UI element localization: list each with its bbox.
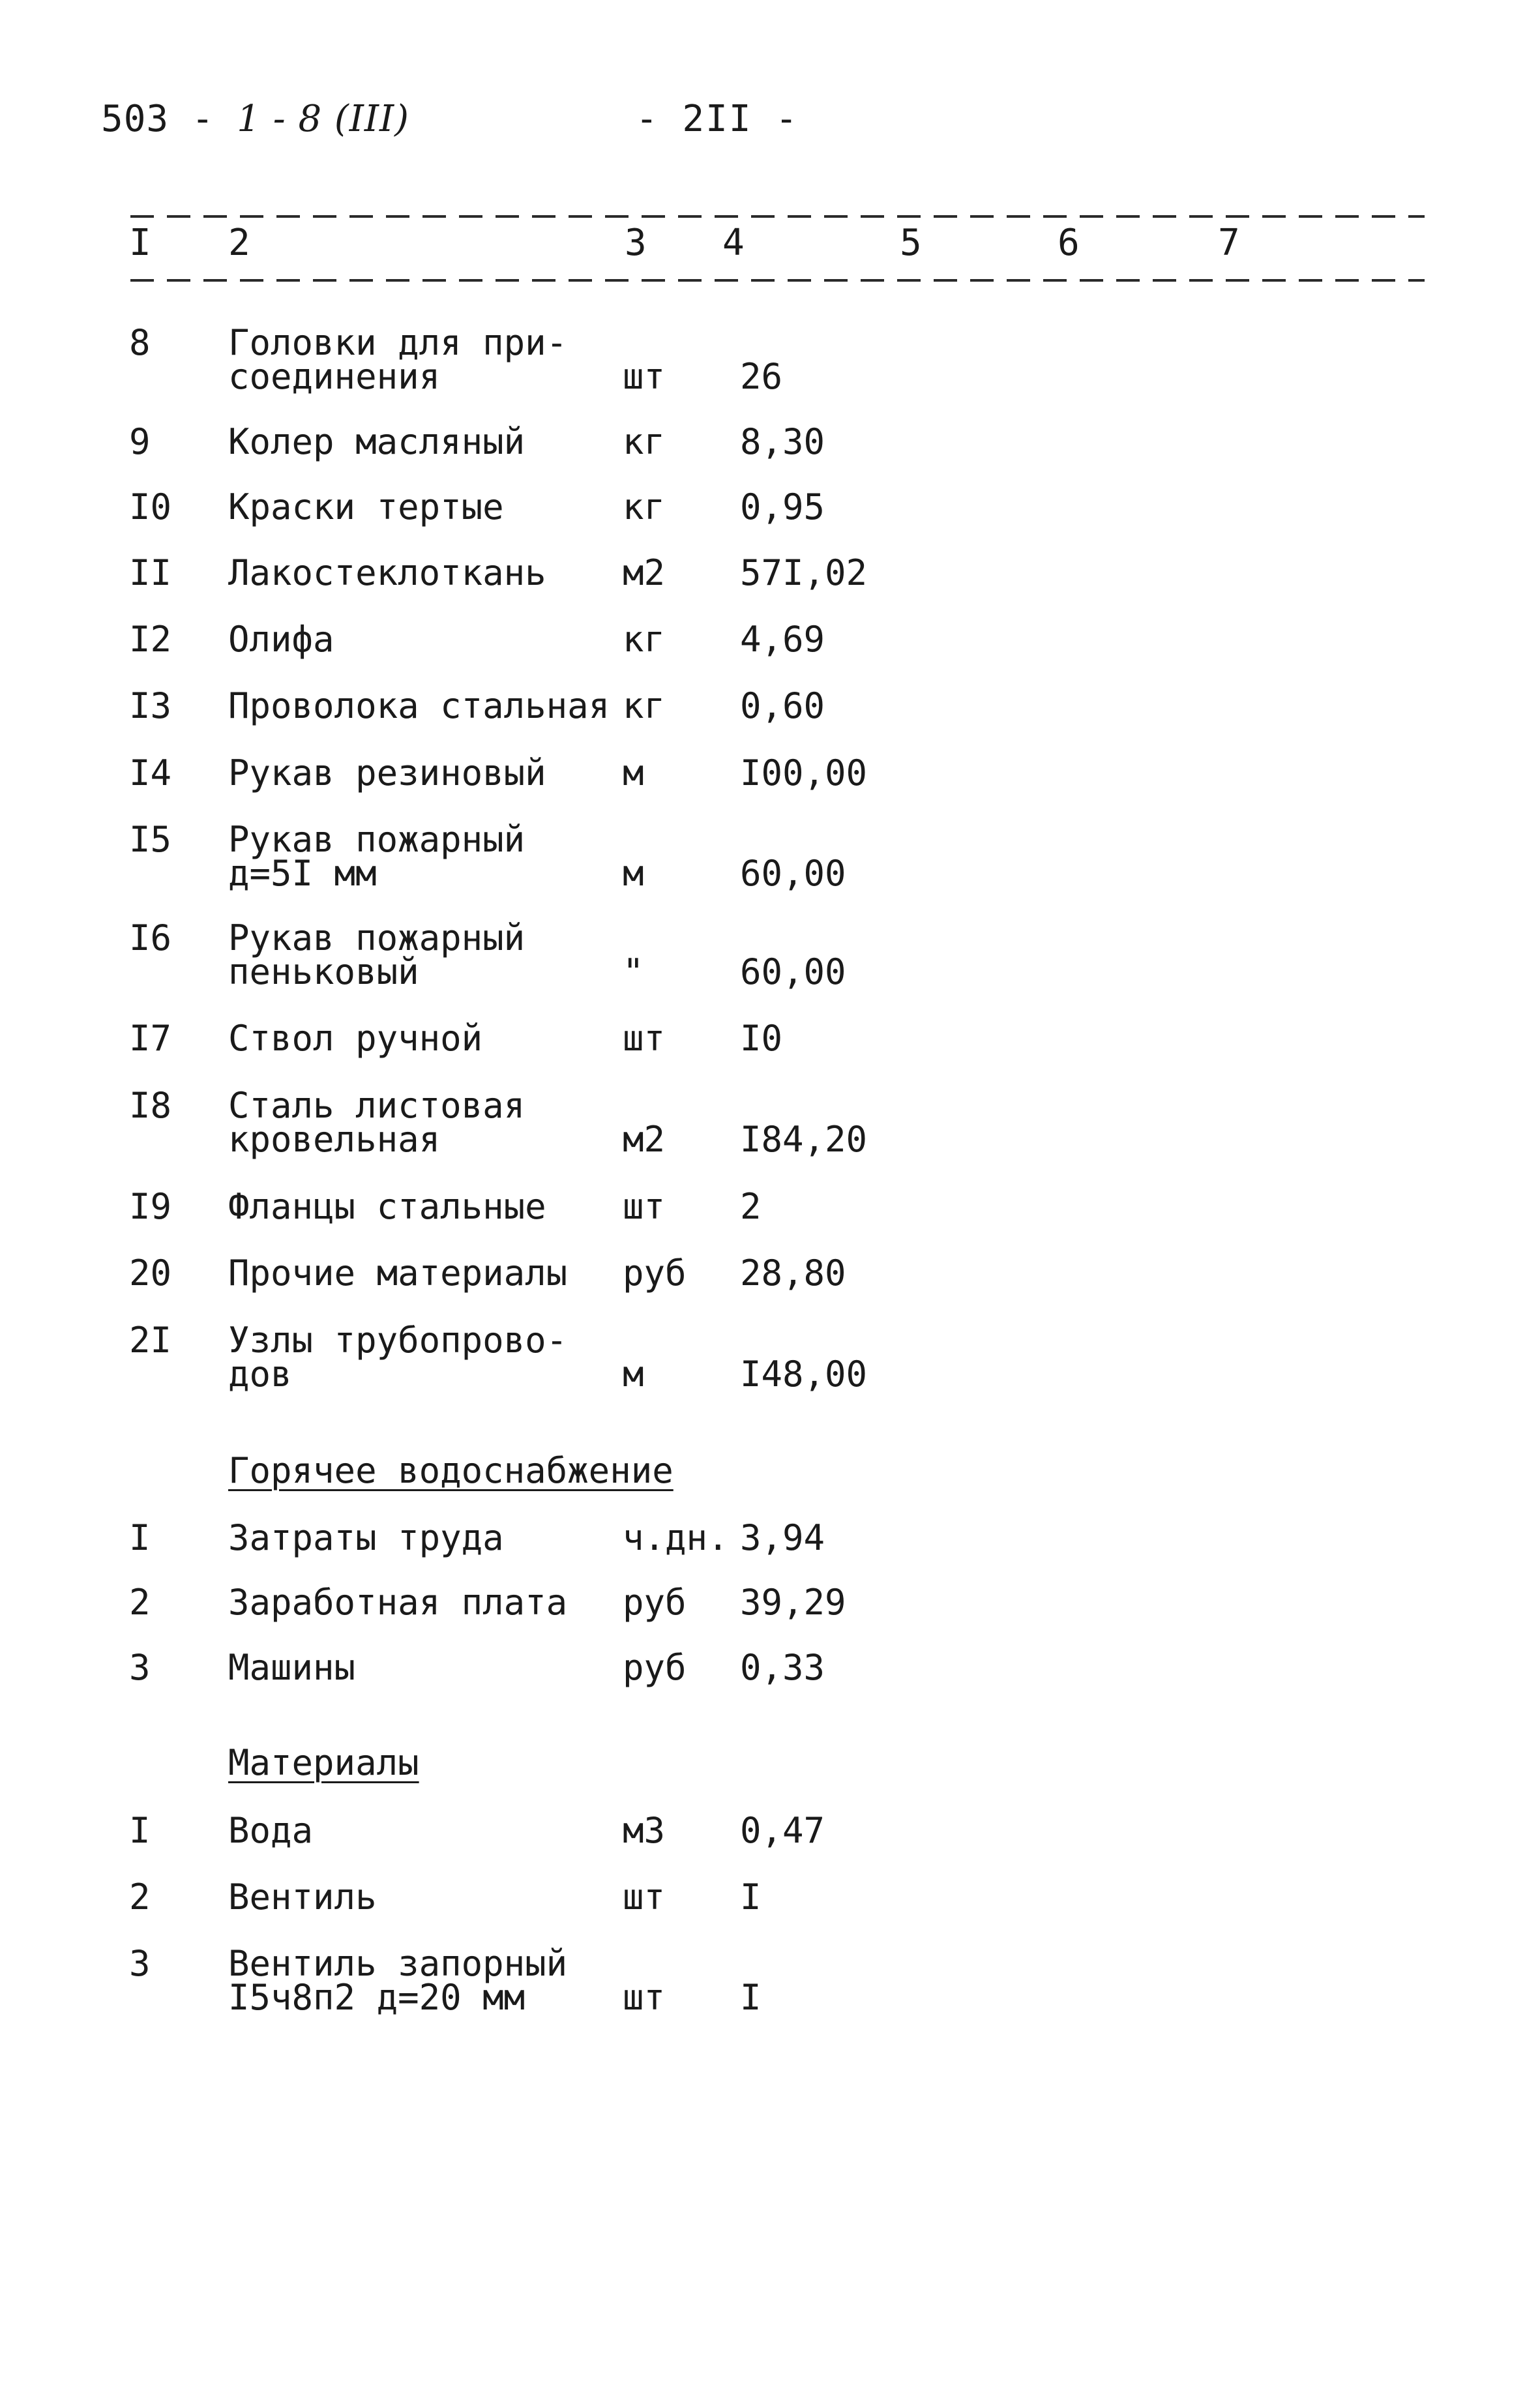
document-code <box>101 98 409 140</box>
row-quantity: 57I,02 <box>740 552 868 593</box>
column-header-4: 4 <box>722 222 745 264</box>
row-quantity: 39,29 <box>740 1582 846 1623</box>
row-unit: шт <box>623 1018 666 1059</box>
row-quantity: 26 <box>740 356 783 397</box>
row-number: I0 <box>129 486 172 527</box>
header-rule-top <box>130 215 1425 218</box>
row-unit: кг <box>623 685 666 726</box>
row-number: I <box>129 1517 151 1558</box>
row-unit: шт <box>623 1186 666 1227</box>
section-heading-materials: Материалы <box>228 1742 419 1783</box>
row-unit: м2 <box>623 552 666 593</box>
row-name: Машины <box>228 1647 356 1688</box>
row-quantity: 8,30 <box>740 421 825 462</box>
row-name: Колер масляный <box>228 421 526 462</box>
row-unit: м <box>623 752 644 793</box>
row-unit: кг <box>623 619 666 660</box>
row-name: Лакостеклоткань <box>228 552 546 593</box>
row-number: 20 <box>129 1253 172 1294</box>
row-number: I5 <box>129 819 172 860</box>
row-quantity: 2 <box>740 1186 762 1227</box>
row-name: Вентиль <box>228 1876 377 1918</box>
row-name: Рукав резиновый <box>228 752 546 793</box>
row-name: Вентиль запорный I5ч8п2 д=20 мм <box>228 1943 568 2018</box>
row-name: Сталь листовая кровельная <box>228 1085 526 1160</box>
row-unit: шт <box>623 1876 666 1918</box>
row-number: 2I <box>129 1320 172 1361</box>
row-unit: кг <box>623 486 666 527</box>
row-number: I4 <box>129 752 172 793</box>
row-unit: кг <box>623 421 666 462</box>
row-unit: руб <box>623 1582 687 1623</box>
row-number: II <box>129 552 172 593</box>
row-quantity: 0,95 <box>740 486 825 527</box>
row-name: Ствол ручной <box>228 1018 483 1059</box>
section-heading-hot-water: Горячее водоснабжение <box>228 1450 674 1491</box>
row-unit: шт <box>623 356 666 397</box>
row-quantity: 0,60 <box>740 685 825 726</box>
row-quantity: I48,00 <box>740 1354 868 1395</box>
row-quantity: 4,69 <box>740 619 825 660</box>
row-name: Головки для при- соединения <box>228 322 568 397</box>
row-name: Рукав пожарный д=5I мм <box>228 819 526 894</box>
row-quantity: I84,20 <box>740 1119 868 1160</box>
document-code-printed: 503 - <box>101 98 215 140</box>
row-name: Узлы трубопрово- дов <box>228 1320 568 1395</box>
row-number: I8 <box>129 1085 172 1126</box>
row-unit: ч.дн. <box>623 1517 729 1558</box>
row-quantity: 3,94 <box>740 1517 825 1558</box>
row-quantity: I <box>740 1876 762 1918</box>
page-number: - 2II - <box>636 98 799 140</box>
row-quantity: I0 <box>740 1018 783 1059</box>
column-header-5: 5 <box>900 222 922 264</box>
row-number: 9 <box>129 421 151 462</box>
row-unit: шт <box>623 1977 666 2018</box>
row-quantity: 28,80 <box>740 1253 846 1294</box>
row-name: Краски тертые <box>228 486 504 527</box>
row-unit: руб <box>623 1647 687 1688</box>
row-quantity: 0,33 <box>740 1647 825 1688</box>
row-number: I9 <box>129 1186 172 1227</box>
row-number: I2 <box>129 619 172 660</box>
row-quantity: I00,00 <box>740 752 868 793</box>
column-header-6: 6 <box>1058 222 1080 264</box>
row-number: 3 <box>129 1647 151 1688</box>
row-unit: м <box>623 1354 644 1395</box>
column-header-3: 3 <box>625 222 647 264</box>
row-number: I7 <box>129 1018 172 1059</box>
row-number: I6 <box>129 917 172 958</box>
column-header-7: 7 <box>1218 222 1240 264</box>
column-header-2: 2 <box>228 222 250 264</box>
row-unit: " <box>623 951 644 992</box>
row-number: 8 <box>129 322 151 363</box>
row-number: I <box>129 1810 151 1851</box>
document-code-handwritten: 1 - 8 (III) <box>237 98 409 140</box>
column-header-1: I <box>129 222 151 264</box>
row-unit: м2 <box>623 1119 666 1160</box>
row-name: Заработная плата <box>228 1582 568 1623</box>
row-name: Фланцы стальные <box>228 1186 546 1227</box>
row-name: Рукав пожарный пеньковый <box>228 917 526 992</box>
row-quantity: 0,47 <box>740 1810 825 1851</box>
row-name: Вода <box>228 1810 314 1851</box>
row-unit: м <box>623 853 644 894</box>
row-unit: руб <box>623 1253 687 1294</box>
row-number: I3 <box>129 685 172 726</box>
row-unit: м3 <box>623 1810 666 1851</box>
row-number: 2 <box>129 1582 151 1623</box>
row-name: Прочие материалы <box>228 1253 568 1294</box>
row-name: Затраты труда <box>228 1517 504 1558</box>
row-quantity: 60,00 <box>740 853 846 894</box>
row-quantity: 60,00 <box>740 951 846 992</box>
row-name: Проволока стальная <box>228 685 610 726</box>
header-rule-bottom <box>130 279 1425 282</box>
row-name: Олифа <box>228 619 334 660</box>
row-number: 3 <box>129 1943 151 1984</box>
row-number: 2 <box>129 1876 151 1918</box>
row-quantity: I <box>740 1977 762 2018</box>
